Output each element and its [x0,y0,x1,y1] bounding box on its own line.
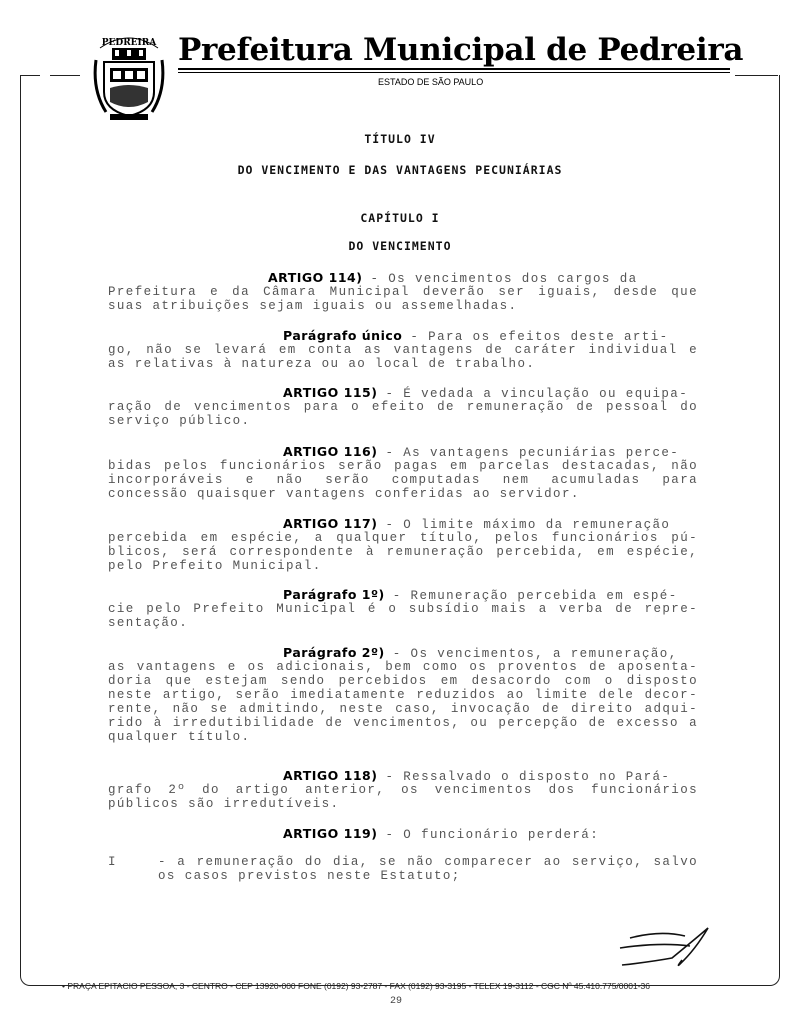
article-label: ARTIGO 116) [283,444,378,459]
article-paragraph [108,827,698,841]
paragraph-text: - O funcionário perderá: [385,828,600,842]
paragraph-line: rido à irredutibilidade de vencimentos, ou percepção de excesso a [108,716,698,730]
paragraph-line: cie pelo Prefeito Municipal é o subsídio mais a verba de repre- [108,602,698,616]
paragraph-text: - É vedada a vinculação ou equipa- [385,387,689,401]
article-paragraph [108,517,698,573]
title-name-heading: DO VENCIMENTO E DAS VANTAGENS PECUNIÁRIAS [237,163,563,177]
paragraph-line [283,329,698,343]
article-paragraph [108,646,698,744]
article-paragraph [108,769,698,811]
paragraph-line: públicos são irredutíveis. [108,797,340,811]
paragraph-line [283,827,698,841]
municipality-title: Prefeitura Municipal de Pedreira [178,32,744,68]
paragraph-text: - Remuneração percebida em espé- [392,589,678,603]
paragraph-line [283,386,698,400]
footer-address: • PRAÇA EPITACIO PESSOA, 3 - CENTRO - CEP 13920-000 FONE (0192) 93-2787 - FAX (0192) 93-3195 - TELEX 19-3112 - CGC Nº 45.410.775/0001-36 [62,981,650,991]
paragraph-line: as vantagens e os adicionais, bem como os proventos de aposenta- [108,660,698,674]
paragraph-line [283,588,698,602]
paragraph-text: - O limite máximo da remuneração [385,518,671,532]
paragraph-line [283,517,698,531]
article-paragraph [108,271,698,313]
article-label: Parágrafo 2º) [283,645,385,660]
paragraph-line [283,646,698,660]
paragraph-line: as relativas à natureza ou ao local de trabalho. [108,357,536,371]
frame-top-segment [50,75,80,76]
paragraph-text: - Ressalvado o disposto no Pará- [385,770,671,784]
article-label: Parágrafo 1º) [283,587,385,602]
frame-top-segment [735,75,778,76]
paragraph-line: grafo 2º do artigo anterior, os vencimentos dos funcionários [108,783,698,797]
article-label: Parágrafo único [283,328,403,343]
article-label: ARTIGO 118) [283,768,378,783]
paragraph-line: rente, não se admitindo, neste caso, invocação de direito adqui- [108,702,698,716]
item-i [108,855,698,883]
crest-text: PEDREIRA [101,38,157,48]
paragraph-text: - Para os efeitos deste arti- [410,330,669,344]
paragraph-line: concessão quaisquer vantagens conferidas ao servidor. [108,487,580,501]
title-heading: TÍTULO IV [364,132,436,146]
paragraph-text: - As vantagens pecuniárias perce- [385,446,680,460]
article-paragraph [108,445,698,501]
frame-top-segment [20,75,40,76]
paragraph-line [283,445,698,459]
paragraph-line: doria que estejam sendo percebidos em desacordo com o disposto [108,674,698,688]
page-number: 29 [390,996,403,1007]
paragraph-line: incorporáveis e não serão computadas nem acumuladas para [108,473,698,487]
paragraph-line: Prefeitura e da Câmara Municipal deverão ser iguais, desde que [108,285,698,299]
item-line: os casos previstos neste Estatuto; [158,869,461,883]
article-paragraph [108,386,698,428]
item-line: - a remuneração do dia, se não comparecer ao serviço, salvo [158,855,698,869]
article-paragraph [108,588,698,630]
title-rule [178,72,730,73]
chapter-name-heading: DO VENCIMENTO [348,239,452,253]
paragraph-line: serviço público. [108,414,251,428]
title-rule [178,68,730,70]
paragraph-line: pelo Prefeito Municipal. [108,559,322,573]
item-numeral: I [108,855,117,869]
article-label: ARTIGO 117) [283,516,378,531]
paragraph-line: percebida em espécie, a qualquer título, pelos funcionários pú- [108,531,698,545]
paragraph-line: suas atribuições sejam iguais ou assemelhadas. [108,299,518,313]
paragraph-line: ração de vencimentos para o efeito de remuneração de pessoal do [108,400,698,414]
paragraph-line: bidas pelos funcionários serão pagas em parcelas destacadas, não [108,459,698,473]
article-paragraph [108,329,698,371]
paragraph-text: - Os vencimentos dos cargos da [370,272,638,286]
signature [610,920,720,975]
paragraph-line: go, não se levará em conta as vantagens de caráter individual e [108,343,698,357]
paragraph-line: sentação. [108,616,189,630]
paragraph-line [283,769,698,783]
paragraph-text: - Os vencimentos, a remuneração, [392,647,678,661]
chapter-heading: CAPÍTULO I [360,211,440,225]
article-label: ARTIGO 114) [268,270,363,285]
article-label: ARTIGO 119) [283,826,378,841]
paragraph-line: neste artigo, serão imediatamente reduzidos ao limite dele decor- [108,688,698,702]
paragraph-line: qualquer título. [108,730,251,744]
state-subtitle: ESTADO DE SÃO PAULO [378,77,484,87]
paragraph-line [268,271,698,285]
paragraph-line: blicos, será correspondente à remuneração percebida, em espécie, [108,545,698,559]
article-label: ARTIGO 115) [283,385,378,400]
municipal-crest-logo [92,30,166,125]
